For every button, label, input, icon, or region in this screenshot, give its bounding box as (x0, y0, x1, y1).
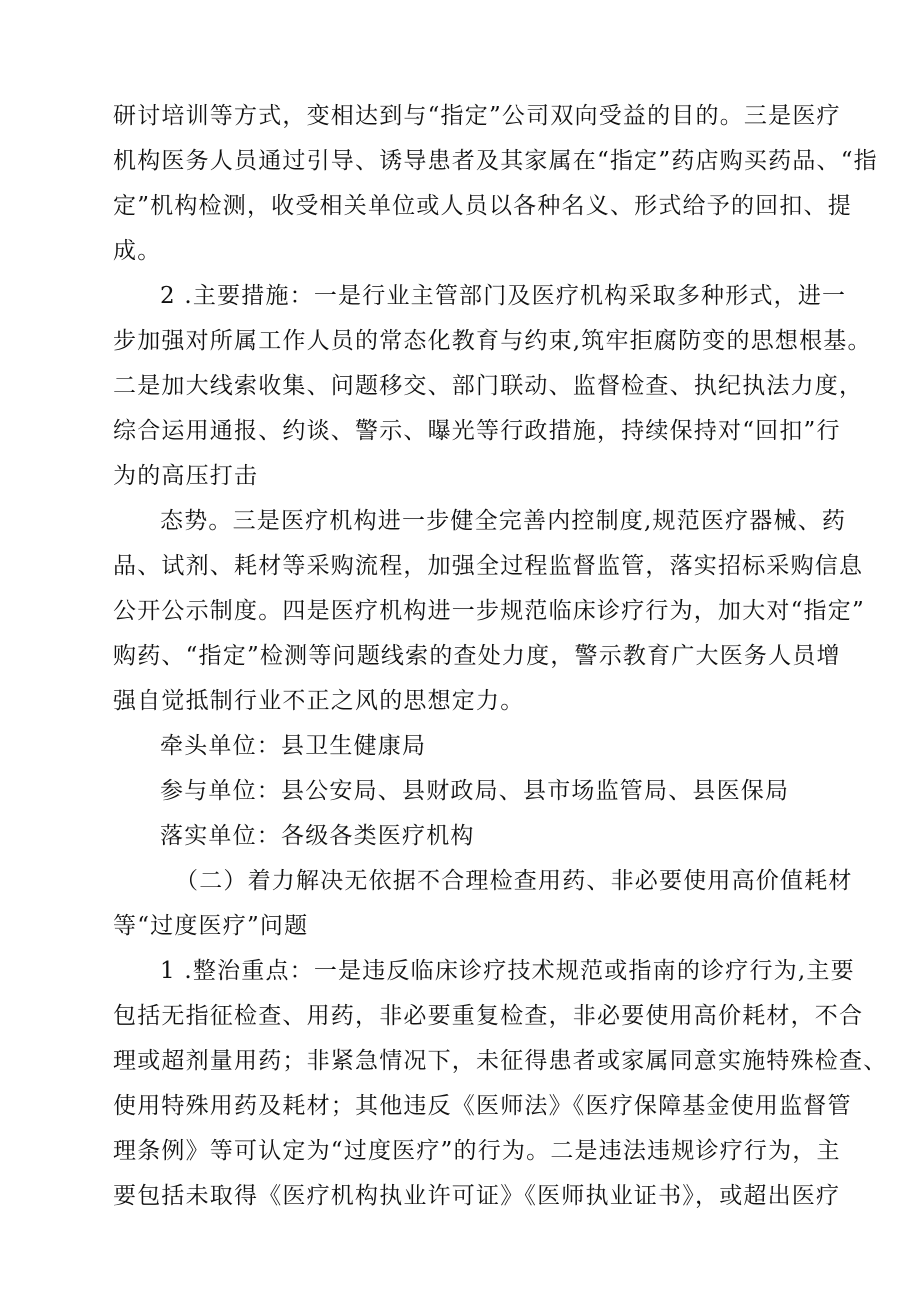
text-line: 研讨培训等方式，变相达到与“指定”公司双向受益的目的。三是医疗 (113, 103, 841, 129)
text-line: 成。 (113, 238, 162, 264)
text-line: 机构医务人员通过引导、诱导患者及其家属在“指定”药店购买药品、“指 (113, 148, 878, 174)
section-heading-line: 等“过度医疗”问题 (113, 913, 309, 939)
text-line: 使用特殊用药及耗材；其他违反《医师法》《医疗保障基金使用监督管 (113, 1093, 852, 1119)
text-line: 强自觉抵制行业不正之风的思想定力。 (113, 688, 525, 714)
text-line: 步加强对所属工作人员的常态化教育与约束,筑牢拒腐防变的思想根基。 (113, 328, 872, 354)
text-line: 购药、“指定”检测等问题线索的查处力度，警示教育广大医务人员增 (113, 643, 841, 669)
text-line: 综合运用通报、约谈、警示、曝光等行政措施，持续保持对“回扣”行 (113, 418, 841, 444)
text-line: 要包括未取得《医疗机构执业许可证》《医师执业证书》，或超出医疗 (113, 1183, 841, 1209)
text-line: 落实单位：各级各类医疗机构 (160, 823, 475, 849)
text-line: 品、试剂、耗材等采购流程，加强全过程监督监管，落实招标采购信息 (113, 553, 864, 579)
text-line: 理或超剂量用药；非紧急情况下，未征得患者或家属同意实施特殊检查、 (113, 1048, 888, 1074)
text-line: 2 .主要措施：一是行业主管部门及医疗机构采取多种形式，进一 (160, 283, 847, 309)
text-line: 公开公示制度。四是医疗机构进一步规范临床诊疗行为，加大对“指定” (113, 598, 865, 624)
document-body (113, 94, 888, 1219)
section-heading-line: （二）着力解决无依据不合理检查用药、非必要使用高价值耗材 (175, 868, 853, 894)
text-line: 理条例》等可认定为“过度医疗”的行为。二是违法违规诊疗行为，主 (113, 1138, 841, 1164)
text-line: 定”机构检测，收受相关单位或人员以各种名义、形式给予的回扣、提 (113, 193, 852, 219)
text-line: 态势。三是医疗机构进一步健全完善内控制度,规范医疗器械、药 (160, 508, 847, 534)
text-line: 为的高压打击 (113, 463, 259, 489)
text-line: 包括无指征检查、用药，非必要重复检查，非必要使用高价耗材，不合 (113, 1003, 864, 1029)
text-line: 牵头单位：县卫生健康局 (160, 733, 427, 759)
text-line: 参与单位：县公安局、县财政局、县市场监管局、县医保局 (160, 778, 790, 804)
text-line: 1 .整治重点：一是违反临床诊疗技术规范或指南的诊疗行为,主要 (160, 958, 855, 984)
text-line: 二是加大线索收集、问题移交、部门联动、监督检查、执纪执法力度， (113, 373, 864, 399)
